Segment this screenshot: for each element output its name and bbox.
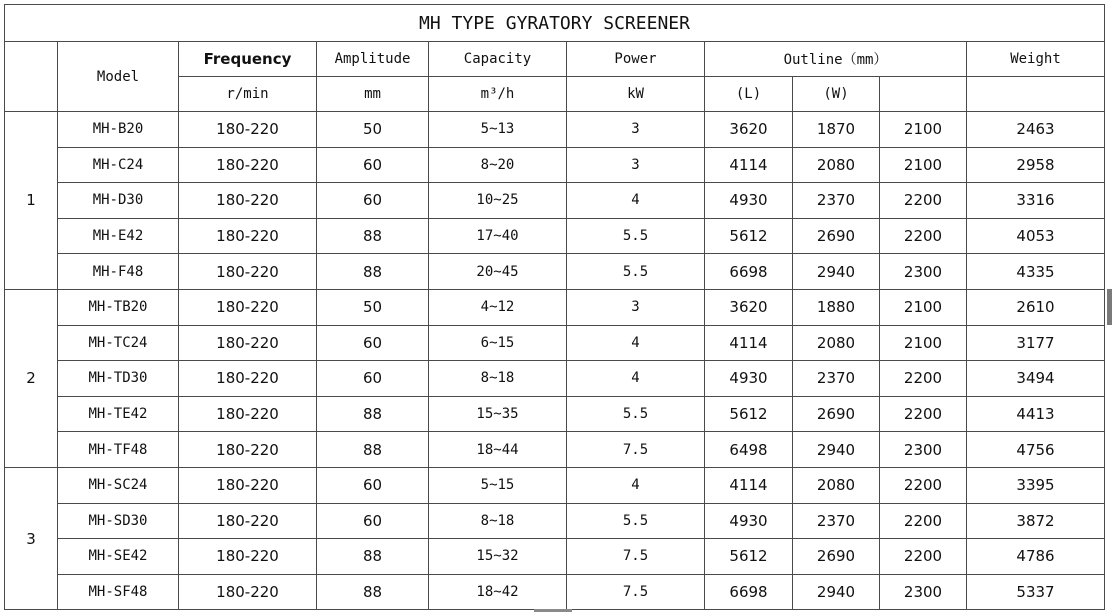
outline-h-cell: 2100 [880,112,967,148]
outline-l-cell: 5612 [705,218,793,254]
power-cell: 7.5 [567,432,705,468]
outline-l-cell: 4114 [705,147,793,183]
outline-header: Outline（mm） [705,42,967,77]
power-cell: 5.5 [567,254,705,290]
amplitude-cell: 60 [317,325,429,361]
amplitude-cell: 88 [317,218,429,254]
outline-h-cell: 2200 [880,183,967,219]
amplitude-cell: 50 [317,112,429,148]
frequency-cell: 180-220 [179,289,317,325]
table-row [5,574,1105,610]
capacity-header: Capacity [429,42,567,77]
capacity-cell: 15~32 [429,539,567,575]
outline-l-cell: 6698 [705,254,793,290]
capacity-cell: 4~12 [429,289,567,325]
model-cell: MH-SE42 [58,539,179,575]
frequency-cell: 180-220 [179,361,317,397]
frequency-cell: 180-220 [179,432,317,468]
power-cell: 5.5 [567,503,705,539]
outline-l-cell: 6698 [705,574,793,610]
outline-l-cell: 4930 [705,503,793,539]
capacity-cell: 20~45 [429,254,567,290]
table-row [5,218,1105,254]
table-title: MH TYPE GYRATORY SCREENER [5,5,1105,42]
capacity-cell: 6~15 [429,325,567,361]
table-row [5,112,1105,148]
outline-w-cell: 2940 [793,432,880,468]
power-cell: 7.5 [567,574,705,610]
outline-w-cell: 2370 [793,183,880,219]
capacity-cell: 8~20 [429,147,567,183]
frequency-cell: 180-220 [179,112,317,148]
outline-w-cell: 2940 [793,574,880,610]
table-row [5,539,1105,575]
weight-cell: 2958 [967,147,1105,183]
outline-w-cell: 1870 [793,112,880,148]
power-cell: 4 [567,467,705,503]
amplitude-cell: 60 [317,183,429,219]
outline-h-cell: 2200 [880,467,967,503]
outline-h-unit [880,77,967,112]
model-cell: MH-TD30 [58,361,179,397]
outline-h-cell: 2100 [880,147,967,183]
outline-w-cell: 2940 [793,254,880,290]
weight-unit [967,77,1105,112]
model-cell: MH-D30 [58,183,179,219]
outline-l-unit: (L) [705,77,793,112]
frequency-unit: r/min [179,77,317,112]
group-index: 2 [5,289,58,467]
table-row [5,183,1105,219]
outline-l-cell: 6498 [705,432,793,468]
outline-h-cell: 2100 [880,289,967,325]
model-cell: MH-SC24 [58,467,179,503]
table-row [5,396,1105,432]
outline-l-cell: 5612 [705,539,793,575]
model-cell: MH-F48 [58,254,179,290]
outline-l-cell: 4930 [705,183,793,219]
capacity-cell: 8~18 [429,361,567,397]
capacity-cell: 17~40 [429,218,567,254]
weight-cell: 2610 [967,289,1105,325]
outline-w-cell: 2690 [793,539,880,575]
power-cell: 4 [567,325,705,361]
outline-w-cell: 2080 [793,147,880,183]
capacity-cell: 18~42 [429,574,567,610]
table-row [5,289,1105,325]
outline-l-cell: 3620 [705,112,793,148]
outline-w-cell: 2690 [793,396,880,432]
outline-w-cell: 2080 [793,467,880,503]
outline-w-cell: 1880 [793,289,880,325]
outline-l-cell: 3620 [705,289,793,325]
outline-l-cell: 4114 [705,467,793,503]
outline-l-cell: 4930 [705,361,793,397]
amplitude-cell: 50 [317,289,429,325]
weight-header: Weight [967,42,1105,77]
power-cell: 3 [567,289,705,325]
capacity-cell: 5~15 [429,467,567,503]
weight-cell: 3177 [967,325,1105,361]
amplitude-cell: 88 [317,432,429,468]
frequency-header: Frequency [179,42,317,77]
frequency-cell: 180-220 [179,218,317,254]
amplitude-cell: 60 [317,361,429,397]
outline-l-cell: 5612 [705,396,793,432]
amplitude-cell: 60 [317,467,429,503]
outline-h-cell: 2300 [880,254,967,290]
group-index: 1 [5,112,58,290]
power-cell: 3 [567,112,705,148]
capacity-cell: 10~25 [429,183,567,219]
spec-sheet [4,4,1105,610]
table-row [5,361,1105,397]
power-cell: 4 [567,361,705,397]
weight-cell: 3872 [967,503,1105,539]
outline-w-cell: 2370 [793,503,880,539]
power-cell: 7.5 [567,539,705,575]
power-unit: kW [567,77,705,112]
edge-scroll-marker [1107,289,1112,325]
weight-cell: 3316 [967,183,1105,219]
frequency-cell: 180-220 [179,467,317,503]
table-row [5,147,1105,183]
weight-cell: 3494 [967,361,1105,397]
outline-w-unit: (W) [793,77,880,112]
amplitude-cell: 60 [317,147,429,183]
spec-table [4,4,1105,610]
capacity-cell: 15~35 [429,396,567,432]
weight-cell: 3395 [967,467,1105,503]
table-row [5,503,1105,539]
frequency-cell: 180-220 [179,254,317,290]
power-cell: 5.5 [567,396,705,432]
frequency-cell: 180-220 [179,396,317,432]
amplitude-cell: 88 [317,396,429,432]
weight-cell: 4786 [967,539,1105,575]
group-index: 3 [5,467,58,609]
amplitude-cell: 88 [317,574,429,610]
outline-l-cell: 4114 [705,325,793,361]
model-cell: MH-TF48 [58,432,179,468]
table-row [5,254,1105,290]
frequency-cell: 180-220 [179,539,317,575]
model-cell: MH-B20 [58,112,179,148]
power-cell: 3 [567,147,705,183]
weight-cell: 4053 [967,218,1105,254]
outline-h-cell: 2200 [880,539,967,575]
table-row [5,432,1105,468]
power-header: Power [567,42,705,77]
frequency-cell: 180-220 [179,503,317,539]
model-cell: MH-E42 [58,218,179,254]
model-cell: MH-TB20 [58,289,179,325]
outline-h-cell: 2100 [880,325,967,361]
frequency-cell: 180-220 [179,147,317,183]
amplitude-unit: mm [317,77,429,112]
outline-h-cell: 2300 [880,432,967,468]
weight-cell: 2463 [967,112,1105,148]
model-cell: MH-C24 [58,147,179,183]
outline-h-cell: 2200 [880,218,967,254]
frequency-cell: 180-220 [179,183,317,219]
outline-w-cell: 2690 [793,218,880,254]
amplitude-header: Amplitude [317,42,429,77]
outline-h-cell: 2200 [880,361,967,397]
table-row [5,467,1105,503]
bottom-edge-marker [534,609,572,612]
capacity-cell: 5~13 [429,112,567,148]
weight-cell: 5337 [967,574,1105,610]
outline-w-cell: 2080 [793,325,880,361]
weight-cell: 4335 [967,254,1105,290]
weight-cell: 4756 [967,432,1105,468]
index-header [5,42,58,112]
model-cell: MH-TC24 [58,325,179,361]
amplitude-cell: 88 [317,254,429,290]
outline-h-cell: 2200 [880,503,967,539]
capacity-cell: 18~44 [429,432,567,468]
capacity-cell: 8~18 [429,503,567,539]
frequency-cell: 180-220 [179,325,317,361]
frequency-cell: 180-220 [179,574,317,610]
model-header: Model [58,42,179,112]
power-cell: 4 [567,183,705,219]
weight-cell: 4413 [967,396,1105,432]
table-row [5,325,1105,361]
power-cell: 5.5 [567,218,705,254]
amplitude-cell: 60 [317,503,429,539]
model-cell: MH-SD30 [58,503,179,539]
capacity-unit: m³/h [429,77,567,112]
model-cell: MH-SF48 [58,574,179,610]
outline-h-cell: 2300 [880,574,967,610]
outline-h-cell: 2200 [880,396,967,432]
model-cell: MH-TE42 [58,396,179,432]
amplitude-cell: 88 [317,539,429,575]
outline-w-cell: 2370 [793,361,880,397]
